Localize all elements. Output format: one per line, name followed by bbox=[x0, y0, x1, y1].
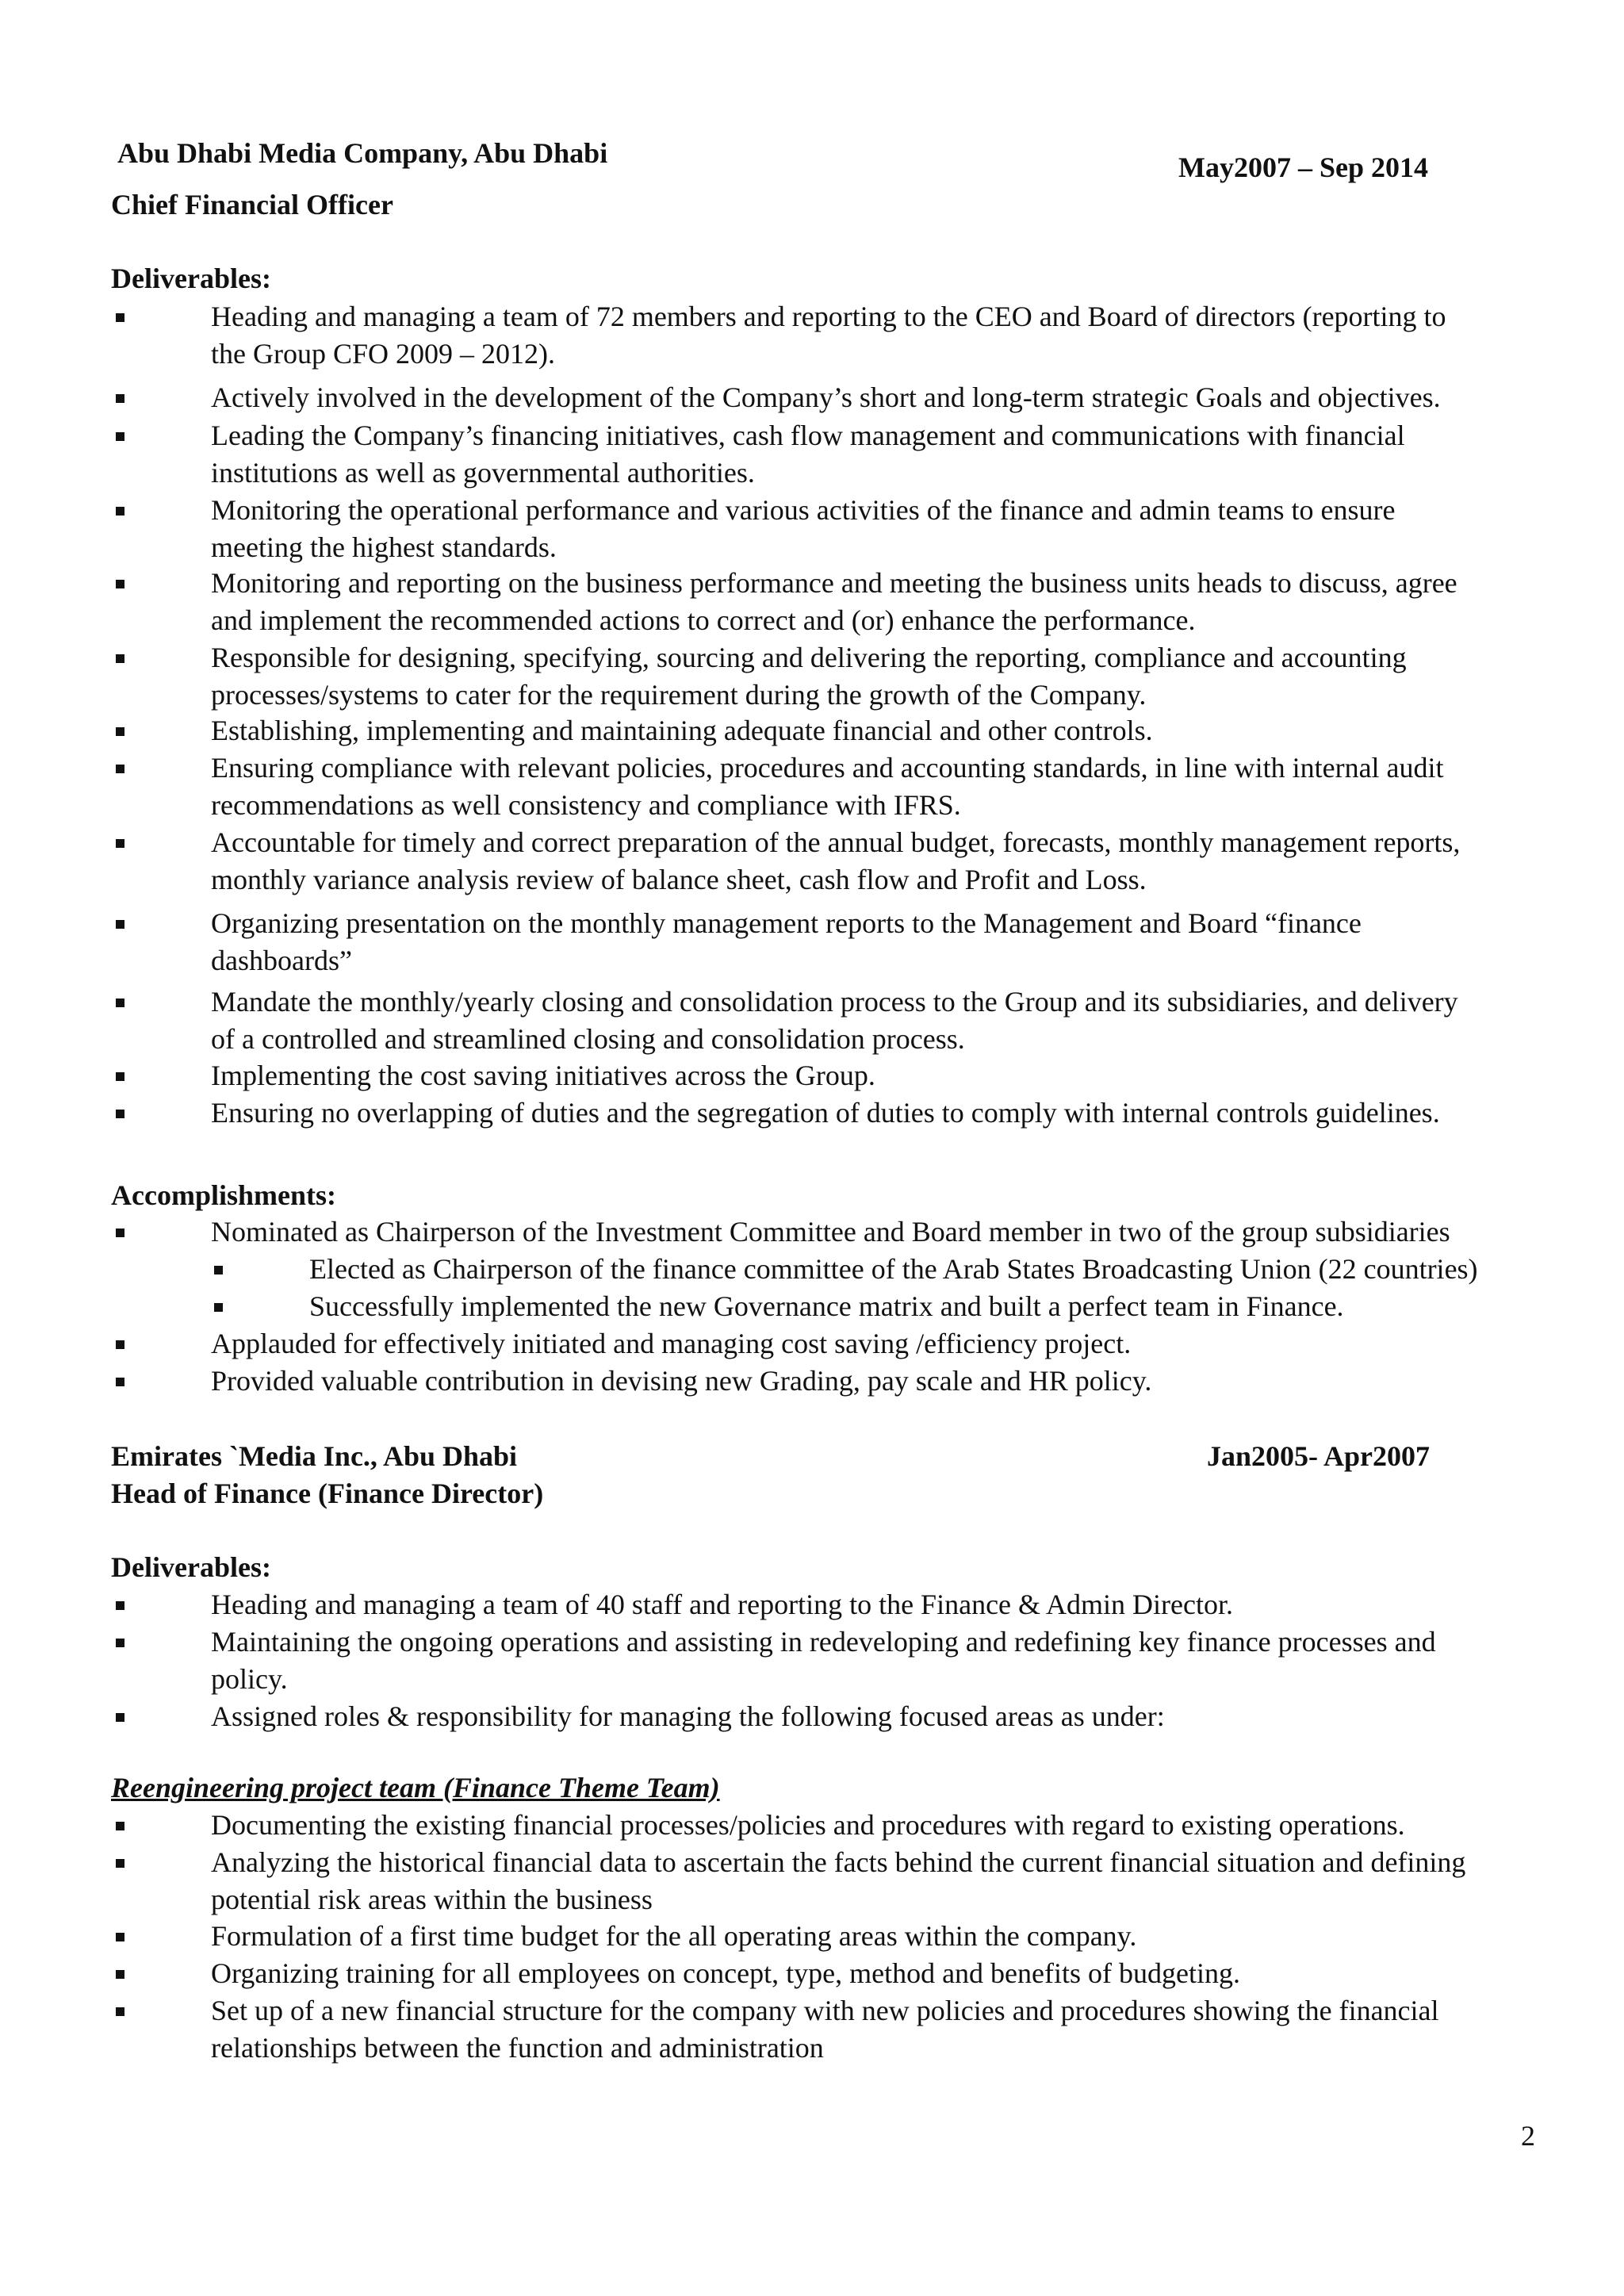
list-item-text: the Group CFO 2009 – 2012). bbox=[211, 337, 555, 370]
company-name-2: Emirates `Media Inc., Abu Dhabi bbox=[111, 1440, 518, 1472]
bullet-icon bbox=[116, 1713, 124, 1722]
list-item-text: Monitoring the operational performance and various activities of the finance and admin teams to ensure bbox=[211, 494, 1396, 526]
list-item-text: dashboards” bbox=[211, 944, 352, 976]
bullet-icon bbox=[116, 2007, 124, 2016]
list-item-text: Ensuring no overlapping of duties and the segregation of duties to comply with internal controls guidelines. bbox=[211, 1097, 1440, 1129]
list-item-text: Set up of a new financial structure for the company with new policies and procedures showing the financial bbox=[211, 1995, 1439, 2026]
list-item-text: Documenting the existing financial processes/policies and procedures with regard to existing operations. bbox=[211, 1809, 1405, 1841]
list-item-text: Mandate the monthly/yearly closing and consolidation process to the Group and its subsidiaries, and delivery bbox=[211, 986, 1458, 1018]
bullet-icon bbox=[116, 1110, 124, 1118]
company-name-1: Abu Dhabi Media Company, Abu Dhabi bbox=[117, 137, 608, 169]
list-item-text: Accountable for timely and correct preparation of the annual budget, forecasts, monthly management reports, bbox=[211, 826, 1461, 858]
bullet-icon bbox=[116, 1228, 124, 1237]
list-item-text: recommendations as well consistency and compliance with IFRS. bbox=[211, 788, 961, 821]
list-item-text: relationships between the function and administration bbox=[211, 2031, 824, 2064]
list-item-text: Assigned roles & responsibility for managing the following focused areas as under: bbox=[211, 1700, 1165, 1732]
list-item-text: Nominated as Chairperson of the Investment Committee and Board member in two of the group subsidiaries bbox=[211, 1216, 1450, 1248]
bullet-icon bbox=[116, 999, 124, 1007]
list-item-text: Ensuring compliance with relevant policies, procedures and accounting standards, in line with internal audit bbox=[211, 752, 1444, 784]
list-item-text: of a controlled and streamlined closing and consolidation process. bbox=[211, 1022, 965, 1055]
list-item-text: potential risk areas within the business bbox=[211, 1883, 653, 1915]
list-item-text: Leading the Company’s financing initiatives, cash flow management and communications with financial bbox=[211, 420, 1405, 451]
bullet-icon bbox=[116, 1933, 124, 1941]
bullet-icon bbox=[116, 1378, 124, 1386]
bullet-icon bbox=[116, 1639, 124, 1647]
deliverables-heading-1: Deliverables: bbox=[111, 263, 271, 294]
bullet-icon bbox=[116, 1970, 124, 1979]
job-title-2: Head of Finance (Finance Director) bbox=[111, 1478, 544, 1509]
employment-dates-1: May2007 – Sep 2014 bbox=[1178, 151, 1428, 183]
reengineering-subheading: Reengineering project team (Finance Theme Team) bbox=[111, 1772, 720, 1803]
list-item-text: Formulation of a first time budget for the all operating areas within the company. bbox=[211, 1920, 1137, 1952]
list-item-text: processes/systems to cater for the requirement during the growth of the Company. bbox=[211, 678, 1147, 711]
employment-dates-2: Jan2005- Apr2007 bbox=[1207, 1440, 1431, 1472]
list-item-text: Heading and managing a team of 72 members and reporting to the CEO and Board of directors (reporting to bbox=[211, 301, 1446, 332]
list-item-text: monthly variance analysis review of balance sheet, cash flow and Profit and Loss. bbox=[211, 863, 1147, 895]
bullet-icon bbox=[116, 1859, 124, 1868]
list-item-text: Maintaining the ongoing operations and assisting in redeveloping and redefining key finance processes and bbox=[211, 1626, 1436, 1658]
list-item-text: Successfully implemented the new Governance matrix and built a perfect team in Finance. bbox=[309, 1290, 1344, 1322]
bullet-icon bbox=[116, 1072, 124, 1081]
bullet-icon bbox=[214, 1303, 223, 1312]
deliverables-heading-2: Deliverables: bbox=[111, 1551, 271, 1583]
bullet-icon bbox=[116, 727, 124, 736]
list-item-text: Implementing the cost saving initiatives across the Group. bbox=[211, 1060, 875, 1091]
bullet-icon bbox=[116, 1340, 124, 1349]
list-item-text: meeting the highest standards. bbox=[211, 531, 557, 563]
bullet-icon bbox=[116, 313, 124, 322]
bullet-icon bbox=[214, 1266, 223, 1274]
list-item-text: Analyzing the historical financial data to ascertain the facts behind the current financial situation and defining bbox=[211, 1846, 1466, 1878]
accomplishments-heading: Accomplishments: bbox=[111, 1179, 336, 1211]
page-number: 2 bbox=[1521, 2120, 1535, 2152]
bullet-icon bbox=[116, 1822, 124, 1830]
list-item-text: Provided valuable contribution in devising new Grading, pay scale and HR policy. bbox=[211, 1365, 1152, 1397]
bullet-icon bbox=[116, 394, 124, 403]
bullet-icon bbox=[116, 580, 124, 588]
list-item-text: Elected as Chairperson of the finance committee of the Arab States Broadcasting Union (22 countries) bbox=[309, 1253, 1478, 1285]
list-item-text: Responsible for designing, specifying, sourcing and delivering the reporting, compliance and accounting bbox=[211, 642, 1407, 673]
job-title-1: Chief Financial Officer bbox=[111, 189, 393, 220]
bullet-icon bbox=[116, 432, 124, 441]
list-item-text: Applauded for effectively initiated and managing cost saving /efficiency project. bbox=[211, 1328, 1132, 1359]
list-item-text: Establishing, implementing and maintaining adequate financial and other controls. bbox=[211, 715, 1153, 746]
list-item-text: Monitoring and reporting on the business performance and meeting the business units heads to discuss, agree bbox=[211, 567, 1457, 599]
list-item-text: Organizing presentation on the monthly management reports to the Management and Board “finance bbox=[211, 907, 1362, 939]
bullet-icon bbox=[116, 507, 124, 516]
bullet-icon bbox=[116, 765, 124, 773]
list-item-text: and implement the recommended actions to correct and (or) enhance the performance. bbox=[211, 604, 1196, 636]
list-item-text: Organizing training for all employees on concept, type, method and benefits of budgeting. bbox=[211, 1957, 1240, 1989]
list-item-text: institutions as well as governmental authorities. bbox=[211, 456, 755, 489]
bullet-icon bbox=[116, 920, 124, 929]
bullet-icon bbox=[116, 1601, 124, 1610]
bullet-icon bbox=[116, 839, 124, 848]
list-item-text: Heading and managing a team of 40 staff and reporting to the Finance & Admin Director. bbox=[211, 1589, 1233, 1620]
list-item-text: Actively involved in the development of the Company’s short and long-term strategic Goals and objectives. bbox=[211, 381, 1441, 413]
bullet-icon bbox=[116, 654, 124, 663]
list-item-text: policy. bbox=[211, 1662, 288, 1695]
